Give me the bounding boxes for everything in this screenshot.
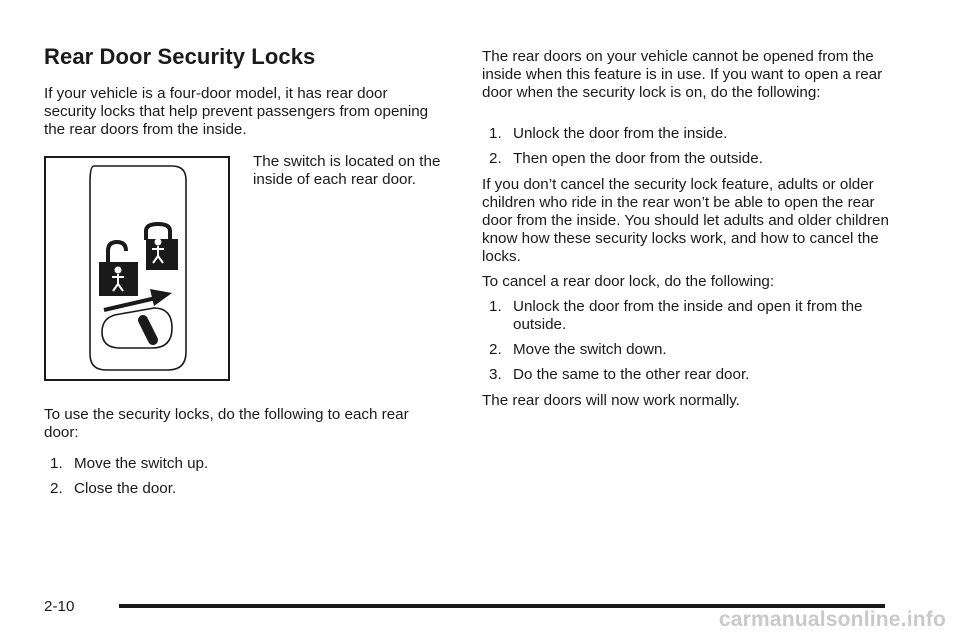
use-steps-list [50, 455, 450, 505]
list-item: 2. Then open the door from the outside. [489, 150, 763, 167]
list-item: 3. Do the same to the other rear door. [489, 366, 750, 383]
warning-paragraph: If you don’t cancel the security lock feature, adults or older children who ride in the rear won’t be able to open the rear door from the inside. You should let adults and older children know how these security locks work, and how to cancel the locks. [482, 176, 889, 265]
switch-icon [102, 308, 172, 348]
watermark: carmanualsonline.info [718, 608, 946, 631]
closing-paragraph: The rear doors will now work normally. [482, 392, 740, 409]
page-title: Rear Door Security Locks [44, 44, 316, 69]
list-item: 1. Unlock the door from the inside and open it from the outside. [489, 298, 863, 333]
list-item: 1. Unlock the door from the inside. [489, 125, 728, 142]
cancel-steps-list [489, 298, 889, 391]
locked-padlock-child-icon [146, 224, 178, 270]
security-lock-illustration [44, 156, 230, 381]
page-number: 2-10 [44, 598, 75, 615]
list-item: 2. Move the switch down. [489, 341, 667, 358]
unlocked-padlock-child-icon [99, 242, 138, 296]
feature-description-paragraph: The rear doors on your vehicle cannot be opened from the inside when this feature is in use. If you want to open a rear door when the security lock is on, do the following: [482, 48, 883, 101]
switch-location-note: The switch is located on the inside of each rear door. [253, 153, 441, 188]
list-item: 2. Close the door. [50, 480, 177, 497]
intro-paragraph: If your vehicle is a four-door model, it has rear door security locks that help prevent passengers from opening the rear doors from the inside. [44, 85, 429, 138]
open-door-steps-list [489, 125, 909, 175]
list-item: 1. Move the switch up. [50, 455, 209, 472]
cancel-intro-paragraph: To cancel a rear door lock, do the following: [482, 273, 775, 290]
use-instructions-intro: To use the security locks, do the following to each rear door: [44, 406, 409, 441]
